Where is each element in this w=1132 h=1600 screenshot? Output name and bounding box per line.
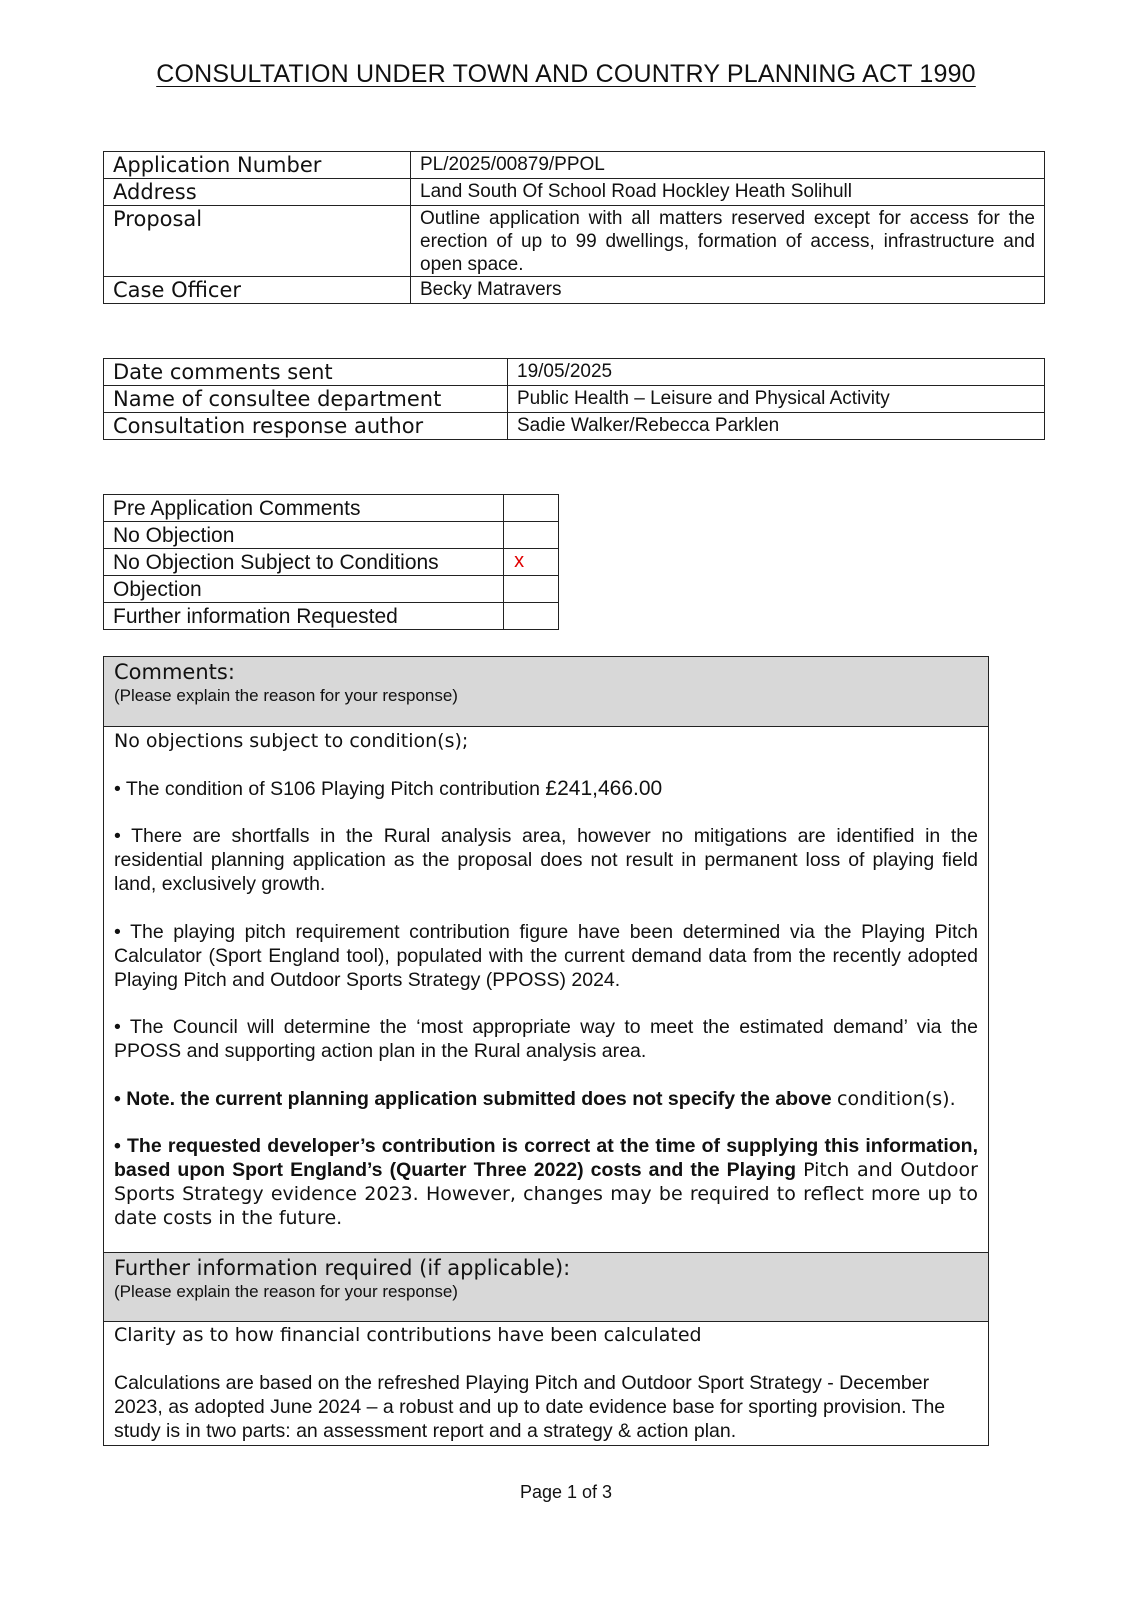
date-sent-value: 19/05/2025 — [508, 359, 1045, 386]
option-objection-label: Objection — [104, 576, 504, 603]
option-pre-application-label: Pre Application Comments — [104, 495, 504, 522]
option-no-objection-label: No Objection — [104, 522, 504, 549]
option-pre-application-checkbox[interactable] — [504, 495, 559, 522]
table-row — [104, 277, 1045, 304]
option-further-info-label: Further information Requested — [104, 603, 504, 630]
option-further-info-checkbox[interactable] — [504, 603, 559, 630]
table-row — [104, 495, 559, 522]
comments-intro: No objections subject to condition(s); — [114, 730, 469, 752]
option-no-objection-checkbox[interactable] — [504, 522, 559, 549]
proposal-value: Outline application with all matters reserved except for access for the erection of up to 99 dwellings, formation of access, infrastructure and open space. — [411, 206, 1045, 277]
department-label: Name of consultee department — [104, 386, 508, 413]
comments-body — [104, 727, 988, 1252]
application-number-label: Application Number — [104, 152, 411, 179]
application-number-value: PL/2025/00879/PPOL — [411, 152, 1045, 179]
consultee-details-table — [103, 358, 1045, 440]
table-row — [104, 206, 1045, 277]
address-value: Land South Of School Road Hockley Heath Solihull — [411, 179, 1045, 206]
comments-section — [103, 656, 989, 1446]
page-number: Page 1 of 3 — [519, 1482, 613, 1502]
author-value: Sadie Walker/Rebecca Parklen — [508, 413, 1045, 440]
table-row — [104, 549, 559, 576]
table-row — [104, 152, 1045, 179]
further-info-heading: Further information required (if applicable): — [114, 1256, 571, 1280]
comments-contribution-rest: Pitch and Outdoor Sports Strategy evidence 2023. However, changes may be required to reflect more up to date costs in the future. — [114, 1159, 978, 1229]
comments-heading: Comments: — [114, 660, 235, 684]
comments-subheading: (Please explain the reason for your response) — [114, 686, 458, 705]
table-row — [104, 603, 559, 630]
comments-note-rest: condition(s). — [837, 1087, 956, 1110]
comments-contribution-bold: • The requested developer’s contribution is correct at the time of supplying this information, based upon Sport England’s (Quarter Three 2022) costs and the Playing — [114, 1135, 978, 1181]
option-no-objection-conditions-checkbox[interactable]: x — [504, 549, 559, 576]
response-options-table — [103, 494, 559, 630]
page-title: CONSULTATION UNDER TOWN AND COUNTRY PLANNING ACT 1990 — [156, 60, 976, 88]
comments-point-2: • There are shortfalls in the Rural analysis area, however no mitigations are identified in the residential planning application as the proposal does not result in permanent loss of playing field land, exclusively growth. — [114, 825, 978, 895]
comments-note-bold: • Note. the current planning application submitted does not specify the above — [114, 1087, 832, 1110]
case-officer-value: Becky Matravers — [411, 277, 1045, 304]
option-no-objection-conditions-label: No Objection Subject to Conditions — [104, 549, 504, 576]
comments-point-1: • The condition of S106 Playing Pitch contribution — [114, 777, 546, 800]
table-row — [104, 359, 1045, 386]
further-info-header — [104, 1252, 988, 1322]
department-value: Public Health – Leisure and Physical Activity — [508, 386, 1045, 413]
further-info-point-2: Calculations are based on the refreshed Playing Pitch and Outdoor Sport Strategy - December 2023, as adopted June 2024 – a robust and up to date evidence base for sporting provision. The study is in two parts: an assessment report and a strategy & action plan. — [114, 1371, 946, 1442]
comments-point-3: • The playing pitch requirement contribution figure have been determined via the Playing Pitch Calculator (Sport England tool), populated with the current demand data from the recently adopted Playing Pitch and Outdoor Sports Strategy (PPOSS) 2024. — [114, 920, 978, 991]
table-row — [104, 179, 1045, 206]
table-row — [104, 413, 1045, 440]
further-info-subheading: (Please explain the reason for your response) — [114, 1282, 458, 1301]
option-objection-checkbox[interactable] — [504, 576, 559, 603]
application-details-table — [103, 151, 1045, 304]
table-row — [104, 386, 1045, 413]
further-info-point-1: Clarity as to how financial contributions have been calculated — [114, 1324, 702, 1346]
author-label: Consultation response author — [104, 413, 508, 440]
comments-header — [104, 657, 988, 727]
case-officer-label: Case Officer — [104, 277, 411, 304]
comments-point-4: • The Council will determine the ‘most appropriate way to meet the estimated demand’ via the PPOSS and supporting action plan in the Rural analysis area. — [114, 1016, 978, 1062]
address-label: Address — [104, 179, 411, 206]
proposal-label: Proposal — [104, 206, 411, 277]
further-info-body — [104, 1322, 988, 1445]
date-sent-label: Date comments sent — [104, 359, 508, 386]
table-row — [104, 522, 559, 549]
contribution-amount: £241,466.00 — [545, 776, 663, 800]
table-row — [104, 576, 559, 603]
